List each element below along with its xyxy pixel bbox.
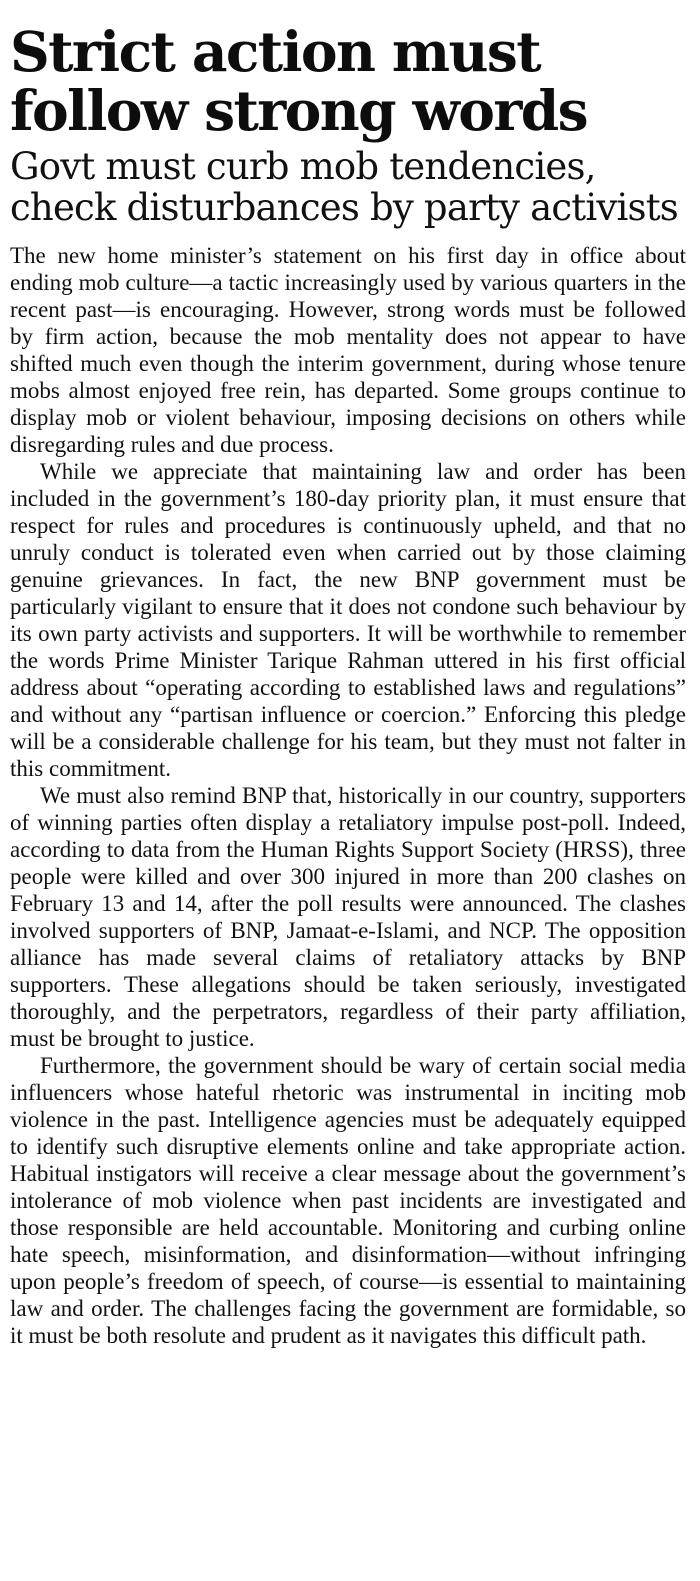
body-paragraph: While we appreciate that maintaining law and order has been included in the government’s 180-day priority plan, it must ensure that respect for rules and procedures is continuously upheld, and that no unruly conduct is tolerated even when carried out by those claiming genuine grievances. In fact, the new BNP government must be particularly vigilant to ensure that it does not condone such behaviour by its own party activists and supporters. It will be worthwhile to remember the words Prime Minister Tarique Rahman uttered in his first official address about “operating according to established laws and regulations” and without any “partisan influence or coercion.” Enforcing this pledge will be a considerable challenge for his team, but they must not falter in this commitment.: [10, 459, 686, 781]
article-headline: Strict action must follow strong words: [10, 19, 587, 143]
editorial-article: [10, 19, 686, 1349]
body-paragraph: Furthermore, the government should be wary of certain social media influencers whose hateful rhetoric was instrumental in inciting mob violence in the past. Intelligence agencies must be adequately equipped to identify such disruptive elements online and take appropriate action. Habitual instigators will receive a clear message about the government’s intolerance of mob violence when past incidents are investigated and those responsible are held accountable. Monitoring and curbing online hate speech, misinformation, and disinformation—without infringing upon people’s freedom of speech, of course—is essential to maintaining law and order. The challenges facing the government are formidable, so it must be both resolute and prudent as it navigates this difficult path.: [10, 1053, 686, 1348]
article-body: [10, 242, 686, 1349]
article-subheadline: Govt must curb mob tendencies, check disturbances by party activists: [10, 145, 678, 229]
body-paragraph: The new home minister’s statement on his first day in office about ending mob culture—a tactic increasingly used by various quarters in the recent past—is encouraging. However, strong words must be followed by firm action, because the mob mentality does not appear to have shifted much even though the interim government, during whose tenure mobs almost enjoyed free rein, has departed. Some groups continue to display mob or violent behaviour, imposing decisions on others while disregarding rules and due process.: [10, 243, 686, 457]
body-paragraph: We must also remind BNP that, historically in our country, supporters of winning parties often display a retaliatory impulse post-poll. Indeed, according to data from the Human Rights Support Society (HRSS), three people were killed and over 300 injured in more than 200 clashes on February 13 and 14, after the poll results were announced. The clashes involved supporters of BNP, Jamaat-e-Islami, and NCP. The opposition alliance has made several claims of retaliatory attacks by BNP supporters. These allegations should be taken seriously, investigated thoroughly, and the perpetrators, regardless of their party affiliation, must be brought to justice.: [10, 783, 686, 1051]
